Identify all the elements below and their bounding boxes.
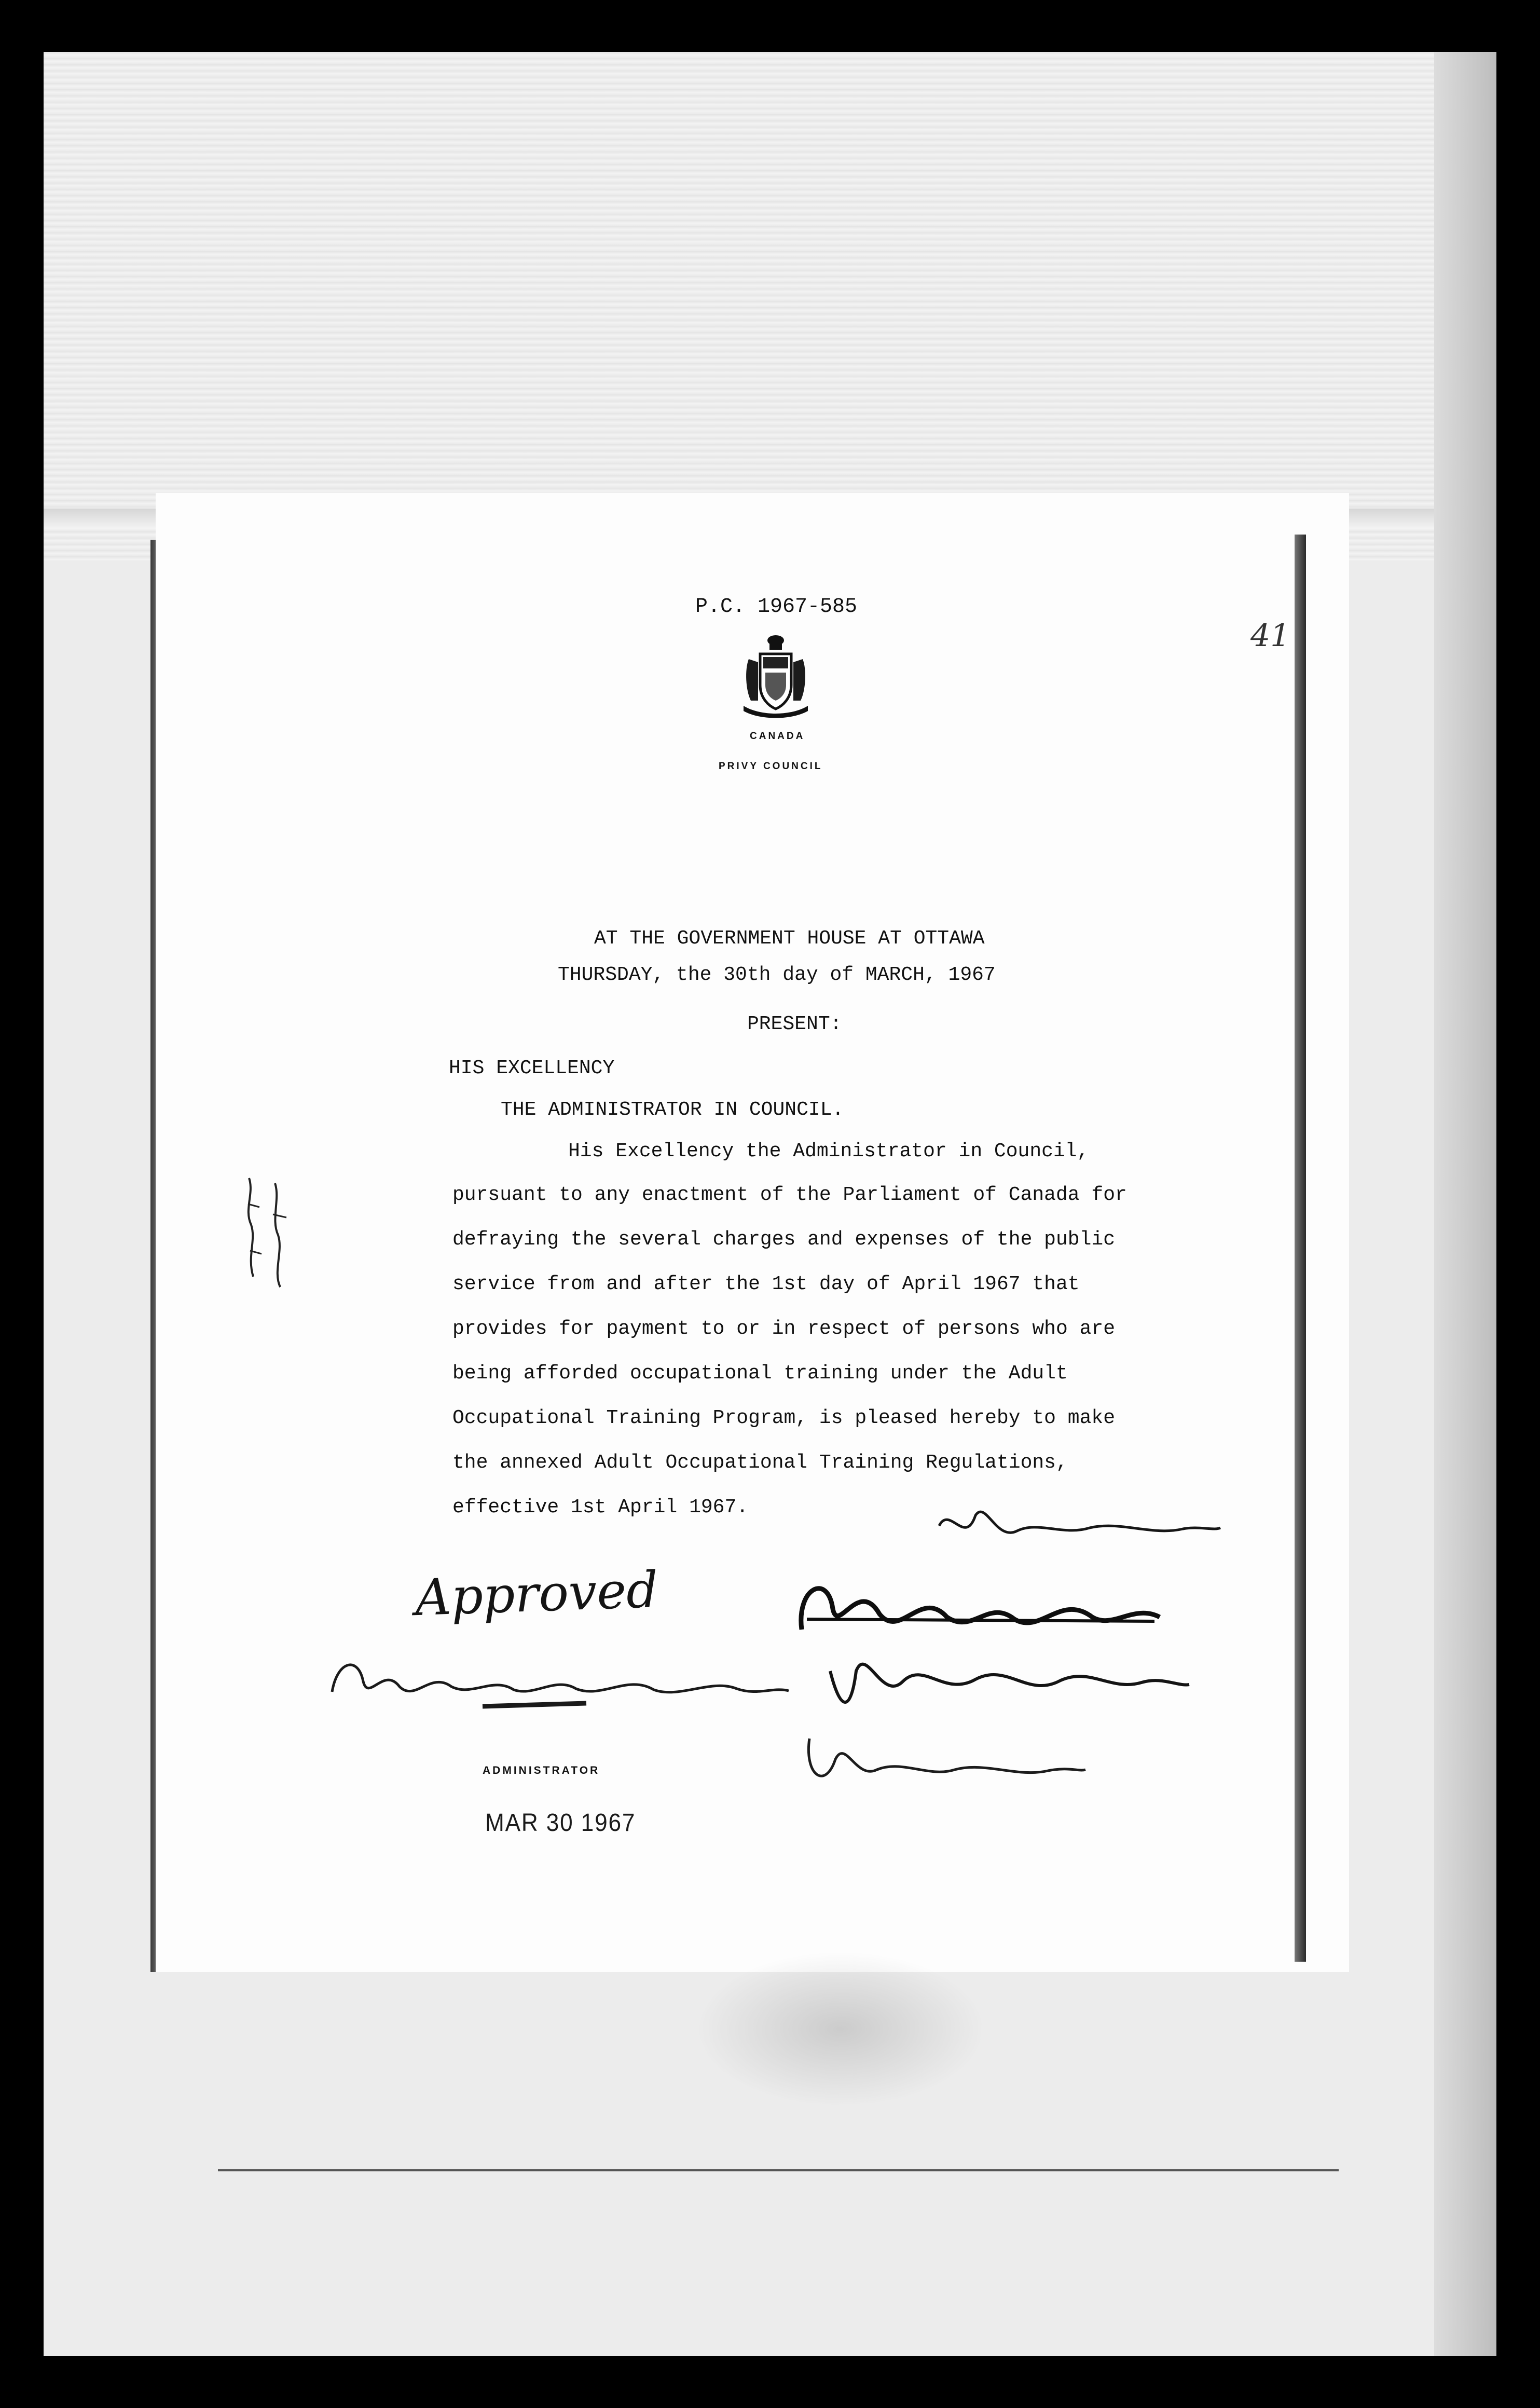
body-line: His Excellency the Administrator in Council, [568, 1140, 1089, 1162]
canadian-coat-of-arms-icon [739, 633, 812, 721]
order-number: P.C. 1967-585 [695, 595, 858, 619]
body-line: provides for payment to or in respect of persons who are [452, 1318, 1116, 1340]
scan-speckle [695, 1951, 986, 2107]
body-line: effective 1st April 1967. [452, 1496, 749, 1518]
addressee-line-1: HIS EXCELLENCY [449, 1057, 615, 1079]
administrator-label: ADMINISTRATOR [483, 1764, 600, 1776]
body-line: defraying the several charges and expenses of the public [452, 1228, 1116, 1251]
body-line: Occupational Training Program, is pleased hereby to make [452, 1407, 1116, 1429]
administrator-signature [327, 1645, 794, 1713]
addressee-line-2: THE ADMINISTRATOR IN COUNCIL. [501, 1099, 844, 1121]
right-margin-band [1434, 52, 1496, 2356]
heading-place: AT THE GOVERNMENT HOUSE AT OTTAWA [594, 927, 985, 950]
approval-date-stamp: MAR 30 1967 [485, 1809, 636, 1837]
margin-handwritten-note [239, 1173, 317, 1297]
body-line: being afforded occupational training under the Adult [452, 1362, 1068, 1385]
minister-signature-4 [799, 1728, 1090, 1796]
crest-country: CANADA [750, 731, 805, 742]
heading-present: PRESENT: [747, 1013, 842, 1035]
body-line: the annexed Adult Occupational Training Regulations, [452, 1452, 1068, 1474]
document-right-shadow [1295, 535, 1306, 1962]
crest-body: PRIVY COUNCIL [719, 761, 823, 772]
minister-signature-2 [791, 1567, 1165, 1645]
upper-page [44, 52, 1496, 560]
body-line: pursuant to any enactment of the Parliament of Canada for [452, 1184, 1127, 1206]
bottom-rule [218, 2169, 1339, 2171]
page-number: 41 [1250, 618, 1290, 654]
minister-signature-1 [934, 1495, 1225, 1557]
approved-handwriting: Approved [414, 1560, 659, 1627]
body-line: service from and after the 1st day of April 1967 that [452, 1273, 1080, 1295]
heading-date: THURSDAY, the 30th day of MARCH, 1967 [558, 964, 996, 986]
minister-signature-3 [820, 1640, 1193, 1723]
